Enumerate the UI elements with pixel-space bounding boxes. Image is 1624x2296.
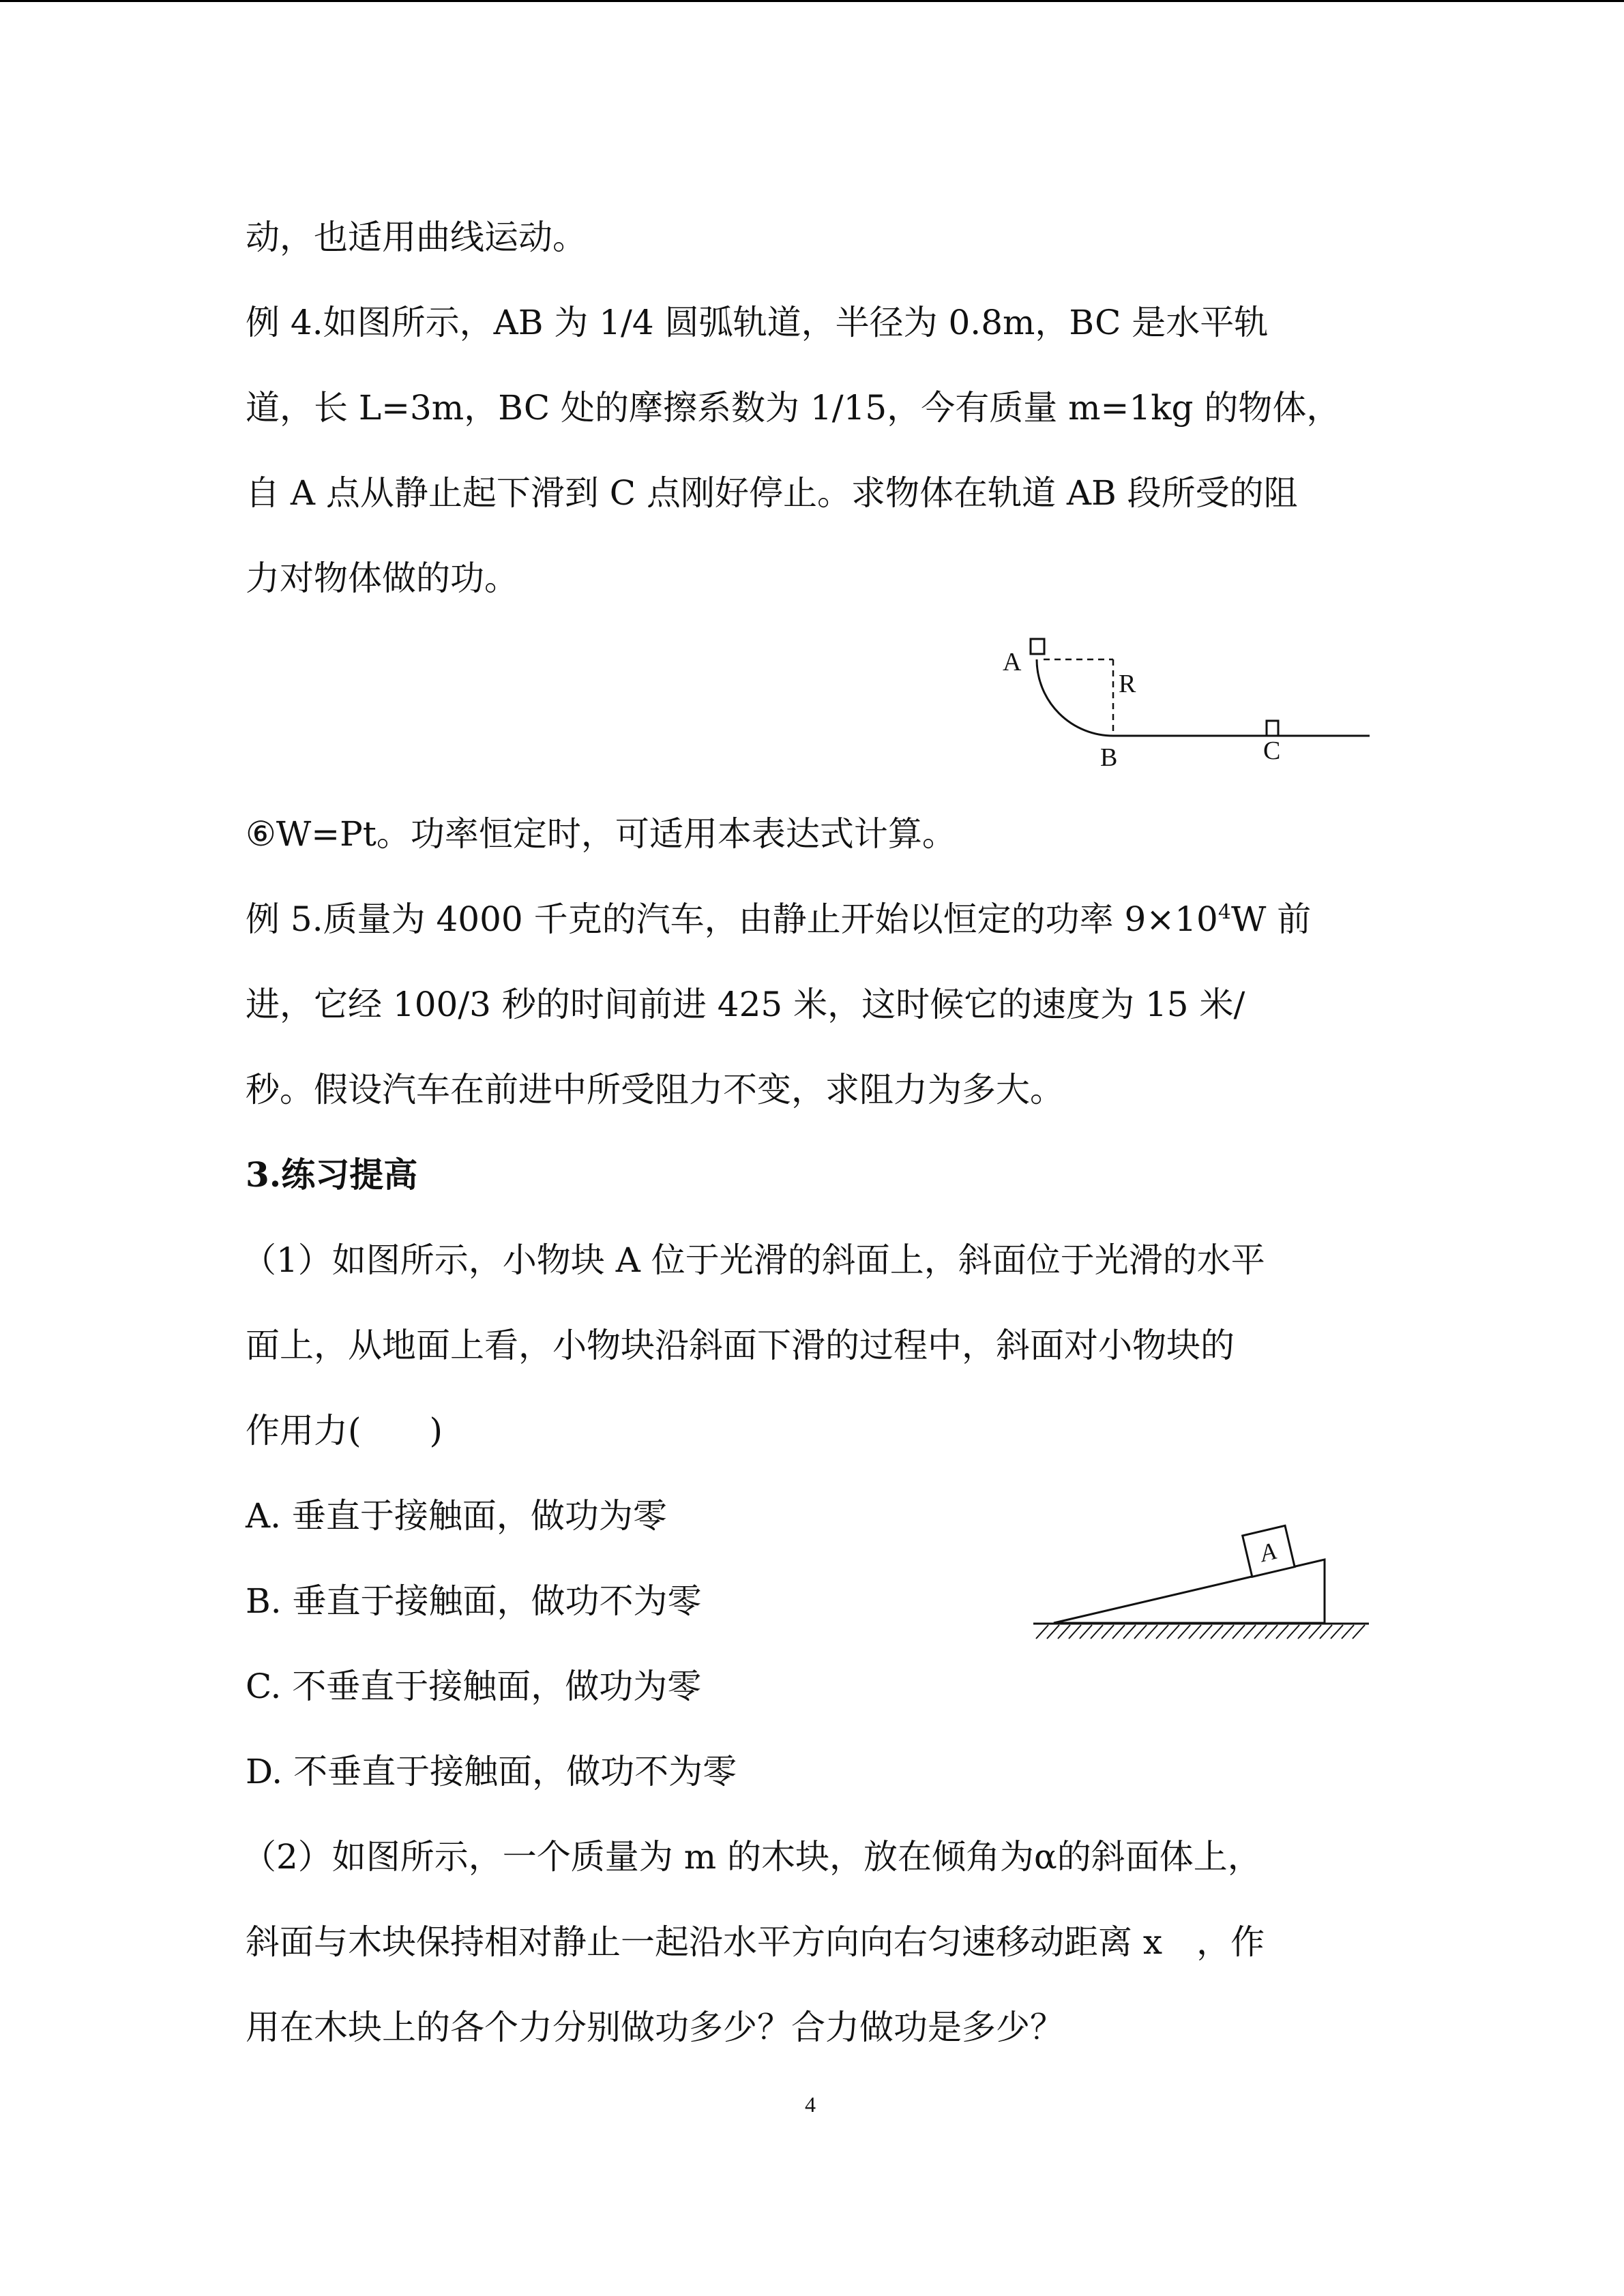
question-1-line-2: 面上，从地面上看，小物块沿斜面下滑的过程中，斜面对小物块的 <box>246 1326 1235 1365</box>
track-figure <box>975 624 1385 774</box>
page-number: 4 <box>805 2092 816 2117</box>
option-a: A. 垂直于接触面，做功为零 <box>246 1496 667 1536</box>
arc-ab <box>1037 659 1113 736</box>
question-2-line-1: （2）如图所示，一个质量为 m 的木块，放在倾角为α的斜面体上， <box>242 1837 1262 1877</box>
label-a: A <box>1003 648 1022 676</box>
example-5-line-1 <box>246 899 1311 940</box>
example-5-line-2: 进，它经 100/3 秒的时间前进 425 米，这时候它的速度为 15 米/ <box>246 985 1245 1024</box>
block-label: A <box>1257 1537 1279 1568</box>
example-4-line-2: 道，长 L=3m，BC 处的摩擦系数为 1/15，今有质量 m=1kg 的物体， <box>246 388 1341 428</box>
example-5-line-3: 秒。假设汽车在前进中所受阻力不变，求阻力为多大。 <box>246 1070 1064 1109</box>
top-border <box>0 0 1624 2</box>
example-4-line-3: 自 A 点从静止起下滑到 C 点刚好停止。求物体在轨道 AB 段所受的阻 <box>246 473 1298 513</box>
block-a <box>1243 1525 1295 1577</box>
label-c: C <box>1263 736 1281 765</box>
block-at-a <box>1031 639 1044 654</box>
question-1-line-1: （1）如图所示，小物块 A 位于光滑的斜面上，斜面位于光滑的水平 <box>242 1240 1265 1280</box>
example-4-line-1: 例 4.如图所示，AB 为 1/4 圆弧轨道，半径为 0.8m，BC 是水平轨 <box>246 303 1269 342</box>
label-r: R <box>1119 670 1136 698</box>
block-at-c <box>1267 721 1278 736</box>
example-4-line-4: 力对物体做的功。 <box>246 558 518 598</box>
example-5-tail: W 前 <box>1230 899 1312 939</box>
example-5-text: 例 5.质量为 4000 千克的汽车，由静止开始以恒定的功率 9×10 <box>246 899 1218 939</box>
exponent: 4 <box>1217 900 1231 925</box>
label-b: B <box>1100 743 1118 772</box>
question-1-line-3: 作用力( ) <box>246 1411 443 1450</box>
question-2-line-2: 斜面与木块保持相对静止一起沿水平方向向右匀速移动距离 x ，作 <box>246 1922 1265 1962</box>
option-d: D. 不垂直于接触面，做功不为零 <box>246 1752 737 1791</box>
text-line-1: 动，也适用曲线运动。 <box>246 218 587 257</box>
option-b: B. 垂直于接触面，做功不为零 <box>246 1581 702 1621</box>
section-heading: 3.练习提高 <box>246 1154 418 1195</box>
formula-line: ⑥W=Pt。功率恒定时，可适用本表达式计算。 <box>246 814 956 854</box>
incline-figure <box>1027 1449 1381 1654</box>
option-c: C. 不垂直于接触面，做功为零 <box>246 1667 702 1706</box>
ground-hatching <box>1036 1625 1365 1639</box>
question-2-line-3: 用在木块上的各个力分别做功多少？合力做功是多少？ <box>246 2008 1064 2047</box>
